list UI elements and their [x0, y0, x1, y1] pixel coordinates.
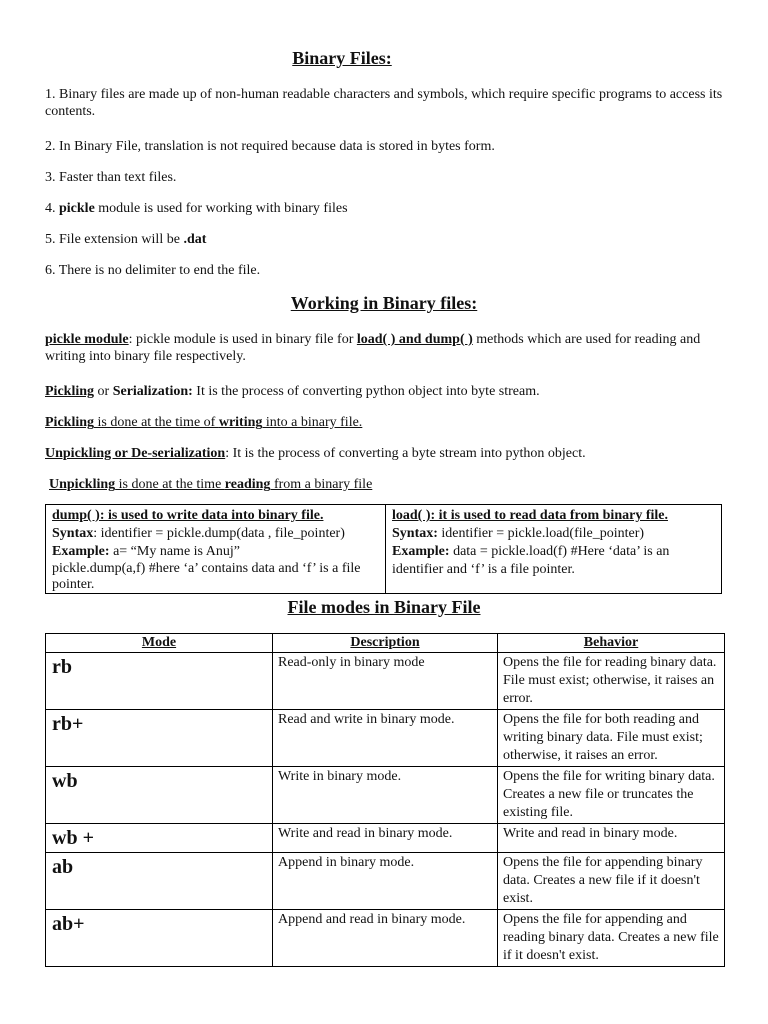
- description-cell: Write and read in binary mode.: [273, 824, 498, 853]
- behavior-cell: Opens the file for reading binary data. File must exist; otherwise, it raises an error.: [498, 653, 725, 710]
- page-title: Binary Files:: [292, 48, 392, 68]
- working-title: Working in Binary files:: [290, 293, 478, 313]
- table-row: [46, 853, 725, 910]
- description-cell: Read-only in binary mode: [273, 653, 498, 710]
- dump-syntax: Syntax: identifier = pickle.dump(data , file_pointer): [52, 526, 345, 541]
- behavior-cell: Write and read in binary mode.: [498, 824, 725, 853]
- behavior-cell: Opens the file for appending binary data. Creates a new file if it doesn't exist.: [498, 853, 725, 910]
- table-row: [46, 710, 725, 767]
- point-5: 5. File extension will be .dat: [45, 232, 207, 247]
- dump-example: Example: a= “My name is Anuj”: [52, 544, 240, 559]
- point-6: 6. There is no delimiter to end the file.: [45, 263, 261, 278]
- mode-cell: wb +: [46, 824, 273, 853]
- table-row: [46, 910, 725, 967]
- dump-heading: dump( ): is used to write data into binary file.: [52, 508, 324, 523]
- load-example: Example: data = pickle.load(f) #Here ‘data’ is an identifier and ‘f’ is a file pointer.: [392, 544, 670, 577]
- dump-example-line: pickle.dump(a,f) #here ‘a’ contains data and ‘f’ is a file pointer.: [52, 561, 361, 592]
- load-cell: [386, 505, 721, 593]
- table-header-row: [46, 634, 725, 653]
- pickle-module-paragraph: pickle module: pickle module is used in binary file for load( ) and dump( ) methods which are used for reading and writing into binary file respectively.: [45, 332, 701, 364]
- behavior-cell: Opens the file for appending and reading binary data. Creates a new file if it doesn't exist.: [498, 910, 725, 967]
- description-cell: Read and write in binary mode.: [273, 710, 498, 767]
- dump-cell: [46, 505, 386, 593]
- point-1: 1. Binary files are made up of non-human readable characters and symbols, which require specific programs to access its contents.: [45, 87, 723, 119]
- mode-cell: rb+: [46, 710, 273, 767]
- table-row: [46, 653, 725, 710]
- mode-cell: wb: [46, 767, 273, 824]
- pickling-when: Pickling is done at the time of writing into a binary file.: [45, 415, 363, 430]
- dump-load-box: [45, 504, 722, 594]
- description-cell: Append in binary mode.: [273, 853, 498, 910]
- header-description: Description: [273, 634, 498, 653]
- header-mode: Mode: [46, 634, 273, 653]
- mode-cell: rb: [46, 653, 273, 710]
- unpickling-definition: Unpickling or De-serialization: It is the process of converting a byte stream into python object.: [45, 446, 586, 461]
- mode-cell: ab: [46, 853, 273, 910]
- header-behavior: Behavior: [498, 634, 725, 653]
- behavior-cell: Opens the file for both reading and writing binary data. File must exist; otherwise, it raises an error.: [498, 710, 725, 767]
- load-syntax: Syntax: identifier = pickle.load(file_pointer): [392, 526, 645, 541]
- description-cell: Write in binary mode.: [273, 767, 498, 824]
- table-row: [46, 824, 725, 853]
- description-cell: Append and read in binary mode.: [273, 910, 498, 967]
- point-3: 3. Faster than text files.: [45, 170, 177, 185]
- table-row: [46, 767, 725, 824]
- behavior-cell: Opens the file for writing binary data. Creates a new file or truncates the existing file.: [498, 767, 725, 824]
- point-2: 2. In Binary File, translation is not required because data is stored in bytes form.: [45, 139, 495, 154]
- pickling-definition: Pickling or Serialization: It is the process of converting python object into byte stream.: [45, 384, 540, 399]
- file-modes-table: [45, 633, 725, 967]
- load-heading: load( ): it is used to read data from binary file.: [392, 508, 668, 523]
- unpickling-when: Unpickling is done at the time reading from a binary file: [49, 477, 373, 492]
- mode-cell: ab+: [46, 910, 273, 967]
- point-4: 4. pickle module is used for working with binary files: [45, 201, 348, 216]
- modes-title: File modes in Binary File: [287, 597, 481, 617]
